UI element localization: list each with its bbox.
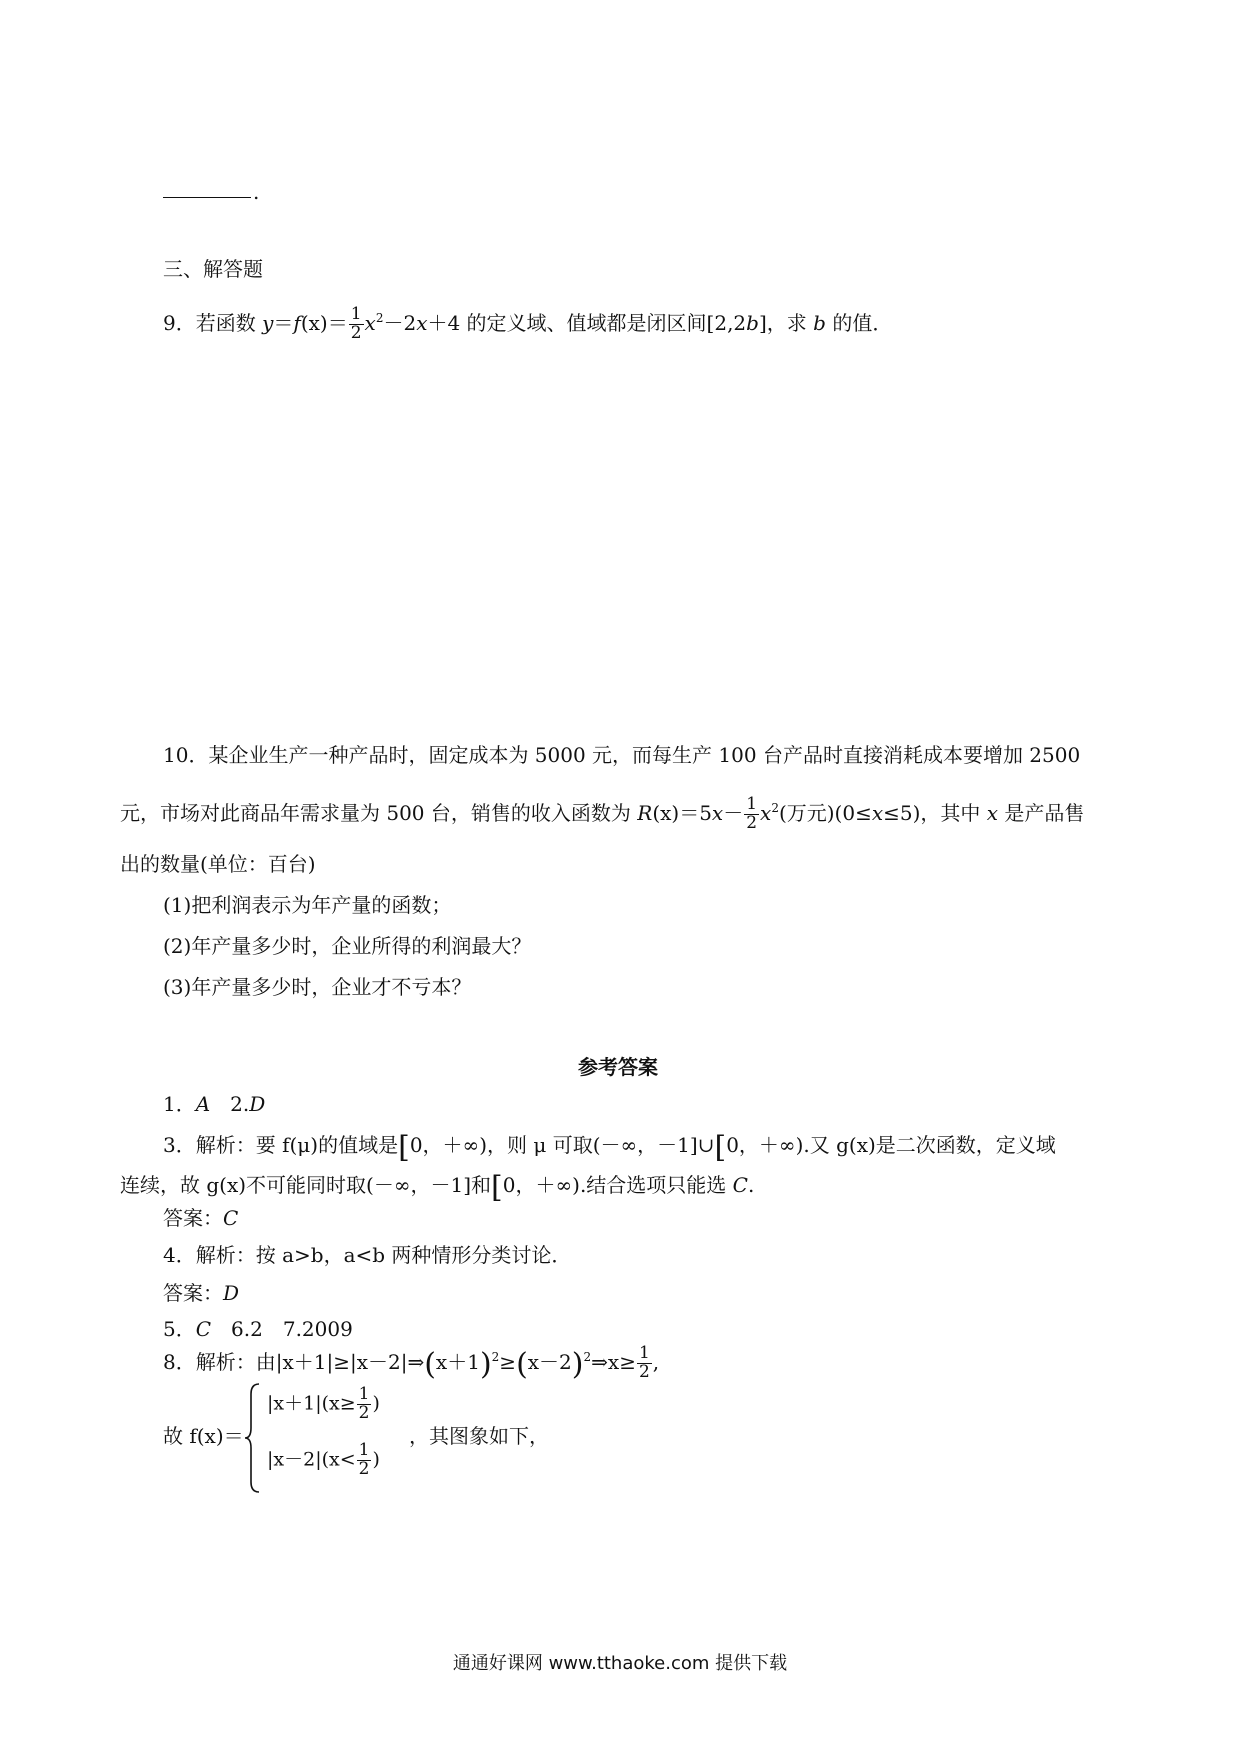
answer-blank-line — [163, 197, 251, 198]
footer-source: 通通好课网 www.tthaoke.com 提供下载 — [452, 1653, 788, 1674]
fraction-half: $\frac{1}{2}$ — [638, 1343, 650, 1382]
fraction-half: $\frac{1}{2}$ — [358, 1384, 370, 1423]
left-brace — [243, 1382, 263, 1494]
answer-4: 4．解析：按 a>b，a<b 两种情形分类讨论． — [163, 1243, 572, 1267]
question-10-sub2: (2)年产量多少时，企业所得的利润最大？ — [163, 934, 532, 958]
question-10-sub3: (3)年产量多少时，企业才不亏本？ — [163, 975, 472, 999]
answer-5-6-7: 5．C 6.2 7.2009 — [163, 1317, 353, 1341]
question-10-line3: 出的数量(单位：百台) — [120, 852, 316, 876]
question-10-line1: 10．某企业生产一种产品时，固定成本为 5000 元，而每生产 100 台产品时直接消耗成本要增加 2500 — [163, 743, 1081, 767]
section-title: 三、解答题 — [163, 257, 263, 281]
question-10-line2: 元，市场对此商品年需求量为 500 台，销售的收入函数为 R(x)＝5x－ $\frac{1}{2}$ $x^2$(万元)(0≤x≤5)，其中 x 是产品售 — [120, 794, 1085, 833]
piecewise-lead: 故 f(x)＝ — [163, 1424, 244, 1448]
case-row-2: |x－2|(x< $\frac{1}{2}$ ) — [267, 1440, 380, 1479]
fraction-half: $\frac{1}{2}$ — [350, 304, 362, 343]
answer-3-line2: 连续，故 g(x)不可能同时取(－∞，－1]和[0，＋∞).结合选项只能选 C. — [120, 1170, 755, 1205]
answer-4-result: 答案：D — [163, 1281, 240, 1305]
blank-period: . — [253, 180, 260, 204]
answer-3-line1: 3．解析：要 f(μ)的值域是[0，＋∞)，则 μ 可取(－∞，－1]∪[0，＋∞).又 g(x)是二次函数，定义域 — [163, 1130, 1056, 1165]
answer-3-result: 答案：C — [163, 1206, 239, 1230]
case-row-1: |x＋1|(x≥ $\frac{1}{2}$ ) — [267, 1384, 380, 1423]
answers-title: 参考答案 — [578, 1055, 658, 1079]
fraction-half: $\frac{1}{2}$ — [746, 794, 758, 833]
fraction-half: $\frac{1}{2}$ — [358, 1440, 370, 1479]
question-10-sub1: (1)把利润表示为年产量的函数； — [163, 893, 452, 917]
graph-note: ，其图象如下， — [409, 1424, 549, 1448]
answer-1-2: 1．A 2.D — [163, 1092, 266, 1116]
answer-8-line1: 8．解析：由$|x+1|\ge|x-2|\Rightarrow(x+1)^2\ge(x-2)^2\Rightarrow x\ge$ $\frac{1}{2}$ , — [163, 1343, 660, 1382]
question-9: 9．若函数 y＝f(x)＝ $\frac{1}{2}$ $x^2-2x+4$ 的定义域、值域都是闭区间[2,2b]，求 b 的值． — [163, 304, 893, 343]
